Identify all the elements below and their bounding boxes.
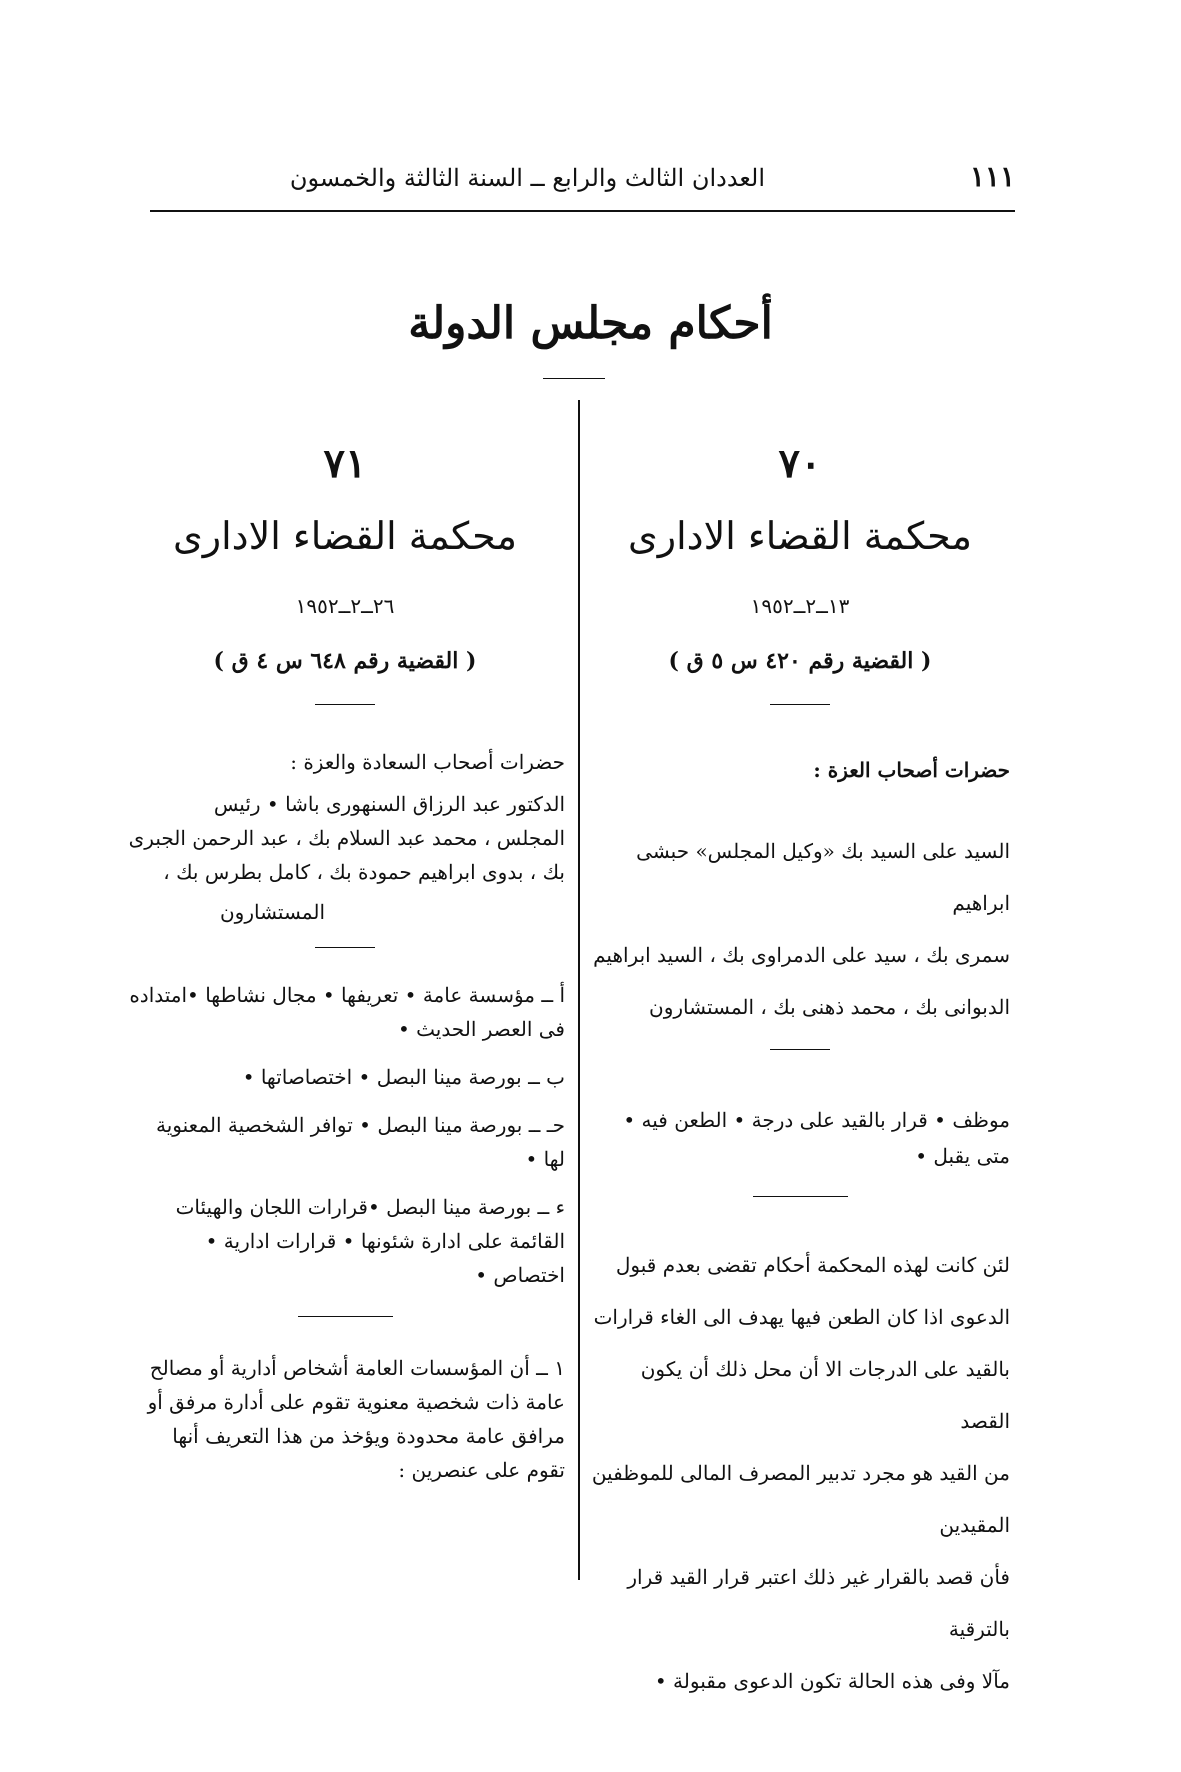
body-line: ١ ــ أن المؤسسات العامة أشخاص أدارية أو مصالح — [149, 1356, 565, 1380]
case-date: ١٣ــ٢ــ١٩٥٢ — [750, 594, 850, 618]
headnote-line: ب ــ بورصة مينا البصل • اختصاصاتها • — [242, 1065, 565, 1089]
page-number: ١١١ — [969, 160, 1015, 193]
body-line: مرافق عامة محدودة ويؤخذ من هذا التعريف أنها — [172, 1424, 565, 1448]
headnote-line: القائمة على ادارة شئونها • قرارات ادارية • — [205, 1229, 565, 1253]
body-line: تقوم على عنصرين : — [398, 1458, 565, 1482]
headnote-line: أ ــ مؤسسة عامة • تعريفها • مجال نشاطها •امتداده — [129, 983, 565, 1007]
headnote-line: موظف • قرار بالقيد على درجة • الطعن فيه • — [623, 1108, 1010, 1132]
left-column — [125, 440, 565, 1487]
column-divider — [578, 400, 580, 1580]
headnote-line: اختصاص • — [475, 1263, 565, 1287]
members-line: المجلس ، محمد عبد السلام بك ، عبد الرحمن الجبرى — [128, 826, 565, 850]
headnote-line: متى يقبل • — [915, 1144, 1010, 1168]
members-line: الدبوانى بك ، محمد ذهنى بك ، المستشارون — [649, 995, 1010, 1019]
members-line: سمرى بك ، سيد على الدمراوى بك ، السيد ابراهيم — [593, 943, 1010, 967]
members-line: بك ، بدوى ابراهيم حمودة بك ، كامل بطرس بك ، — [163, 860, 565, 884]
members-intro: حضرات أصحاب السعادة والعزة : — [290, 750, 565, 774]
headnote-line: ء ــ بورصة مينا البصل •قرارات اللجان والهيئات — [175, 1195, 565, 1219]
right-column — [590, 440, 1010, 1707]
members-line: السيد على السيد بك «وكيل المجلس» حبشى ابراهيم — [636, 839, 1010, 915]
page-header — [150, 160, 1015, 200]
members-title: المستشارون — [219, 900, 325, 924]
court-name: محكمة القضاء الادارى — [173, 514, 517, 558]
case-number: ٧٠ — [778, 440, 822, 487]
court-name: محكمة القضاء الادارى — [628, 514, 972, 558]
main-title: أحكام مجلس الدولة — [408, 298, 773, 349]
body-line: فأن قصد بالقرار غير ذلك اعتبر قرار القيد قرار بالترقية — [627, 1565, 1010, 1641]
body-line: مآلا وفى هذه الحالة تكون الدعوى مقبولة • — [654, 1669, 1010, 1693]
case-reference: ( القضية رقم ٤٢٠ س ٥ ق ) — [668, 648, 932, 674]
members-line: الدكتور عبد الرزاق السنهورى باشا • رئيس — [213, 792, 565, 816]
headnote-line: فى العصر الحديث • — [397, 1017, 565, 1041]
body-line: الدعوى اذا كان الطعن فيها يهدف الى الغاء قرارات — [593, 1305, 1010, 1329]
members-intro: حضرات أصحاب العزة : — [813, 758, 1010, 782]
body-line: بالقيد على الدرجات الا أن محل ذلك أن يكون القصد — [640, 1357, 1010, 1433]
case-date: ٢٦ــ٢ــ١٩٥٢ — [295, 594, 395, 618]
case-reference: ( القضية رقم ٦٤٨ س ٤ ق ) — [213, 648, 477, 674]
running-title: العددان الثالث والرابع ــ السنة الثالثة والخمسون — [289, 164, 765, 192]
headnote-line: لها • — [525, 1147, 565, 1171]
body-line: لئن كانت لهذه المحكمة أحكام تقضى بعدم قبول — [615, 1253, 1010, 1277]
header-rule — [150, 210, 1015, 212]
body-line: عامة ذات شخصية معنوية تقوم على أدارة مرفق أو — [147, 1390, 565, 1414]
headnote-line: حـ ــ بورصة مينا البصل • توافر الشخصية المعنوية — [156, 1113, 565, 1137]
title-rule — [543, 378, 605, 379]
case-number: ٧١ — [323, 440, 367, 487]
body-line: من القيد هو مجرد تدبير المصرف المالى للموظفين المقيدين — [591, 1461, 1010, 1537]
